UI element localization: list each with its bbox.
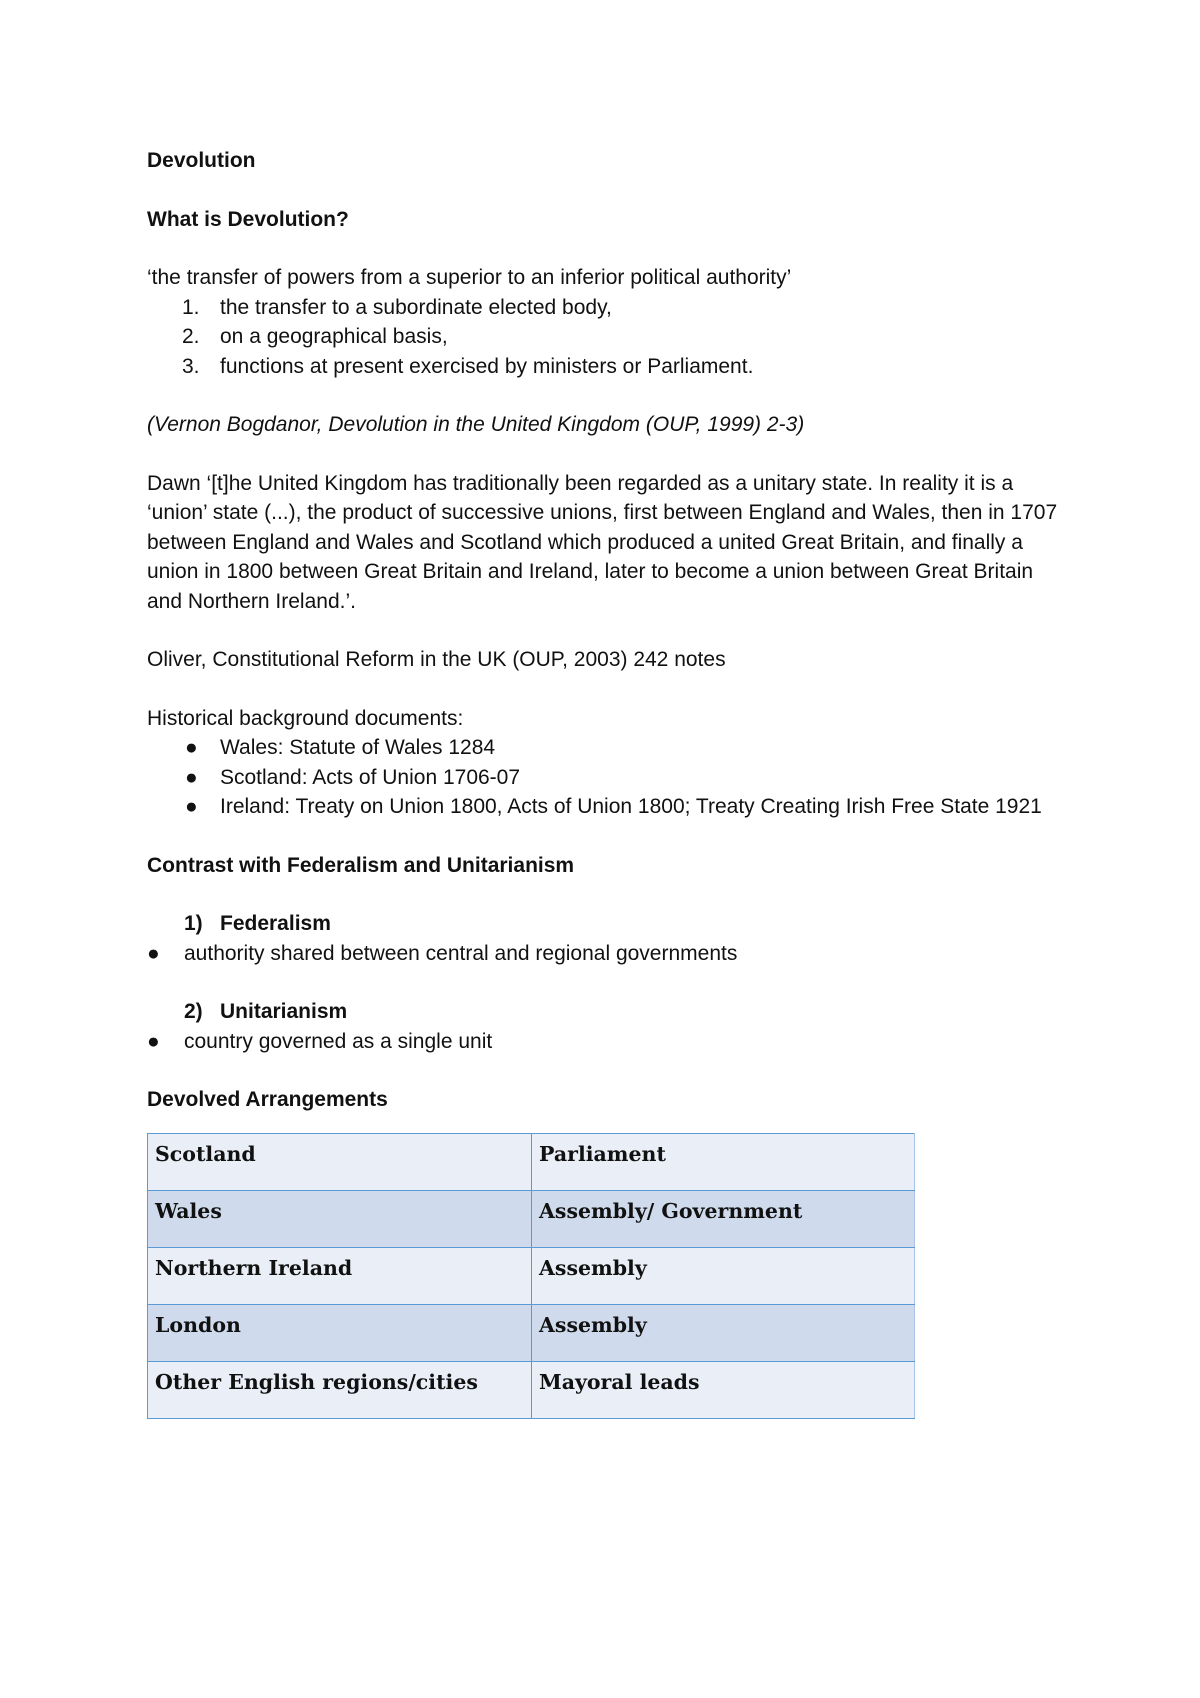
table-row: [148, 1247, 915, 1304]
table-cell-region: London: [148, 1304, 532, 1361]
list-marker: 2): [184, 1000, 203, 1023]
bullet-icon: ●: [185, 765, 198, 789]
citation-oliver: Oliver, Constitutional Reform in the UK (OUP, 2003) 242 notes: [147, 648, 726, 671]
historical-documents-list: [147, 733, 1067, 822]
list-item: ● Wales: Statute of Wales 1284: [147, 733, 1067, 763]
devolved-arrangements-table: [147, 1133, 915, 1419]
table-cell-body: Assembly: [532, 1247, 915, 1304]
table-cell-region: Other English regions/cities: [148, 1361, 532, 1418]
document-title: Devolution: [147, 149, 256, 172]
unitarianism-heading: 2) Unitarianism: [147, 997, 1067, 1027]
list-item: 2. on a geographical basis,: [147, 322, 1067, 352]
section-heading-devolved: Devolved Arrangements: [147, 1088, 388, 1111]
document-body: [147, 146, 1067, 1419]
definition-numbered-list: [147, 293, 1067, 382]
unitarianism-point: ● country governed as a single unit: [147, 1027, 1067, 1057]
table-cell-body: Parliament: [532, 1133, 915, 1190]
table-cell-body: Assembly: [532, 1304, 915, 1361]
table-row: [148, 1361, 915, 1418]
list-marker: 3.: [182, 354, 200, 378]
bullet-icon: ●: [147, 941, 160, 965]
bullet-icon: ●: [185, 795, 198, 818]
table-cell-body: Assembly/ Government: [532, 1190, 915, 1247]
list-marker: 1): [184, 912, 203, 935]
section-heading-contrast: Contrast with Federalism and Unitarianism: [147, 853, 575, 877]
definition-quote: ‘the transfer of powers from a superior to an inferior political authority’: [147, 266, 792, 289]
historical-background-heading: Historical background documents:: [147, 706, 464, 730]
list-marker: 2.: [182, 325, 200, 348]
table-row: [148, 1190, 915, 1247]
list-item: 3. functions at present exercised by ministers or Parliament.: [147, 352, 1067, 382]
table-row: [148, 1304, 915, 1361]
section-heading-what-is-devolution: What is Devolution?: [147, 207, 349, 231]
table-cell-region: Scotland: [148, 1133, 532, 1190]
table-row: [148, 1133, 915, 1190]
table-cell-body: Mayoral leads: [532, 1361, 915, 1418]
table-cell-region: Northern Ireland: [148, 1247, 532, 1304]
table-cell-region: Wales: [148, 1190, 532, 1247]
bullet-icon: ●: [147, 1029, 160, 1053]
list-item: 1. the transfer to a subordinate elected body,: [147, 293, 1067, 323]
dawn-quote-paragraph: Dawn ‘[t]he United Kingdom has traditionally been regarded as a unitary state. In reality it is a ‘union’ state (...), the product of successive unions, first between England and Wales, then in 1707 between England and Wales and Scotland which produced a united Great Britain, and finally a union in 1800 between Great Britain and Ireland, later to become a union between Great Britain and Northern Ireland.’.: [147, 471, 1058, 613]
federalism-point: ● authority shared between central and regional governments: [147, 939, 1067, 969]
citation-bogdanor: (Vernon Bogdanor, Devolution in the United Kingdom (OUP, 1999) 2-3): [147, 413, 805, 436]
list-marker: 1.: [182, 295, 200, 319]
federalism-heading: 1) Federalism: [147, 909, 1067, 939]
bullet-icon: ●: [185, 736, 198, 759]
list-item: ● Ireland: Treaty on Union 1800, Acts of Union 1800; Treaty Creating Irish Free State 1921: [147, 792, 1067, 822]
list-item: ● Scotland: Acts of Union 1706-07: [147, 763, 1067, 793]
